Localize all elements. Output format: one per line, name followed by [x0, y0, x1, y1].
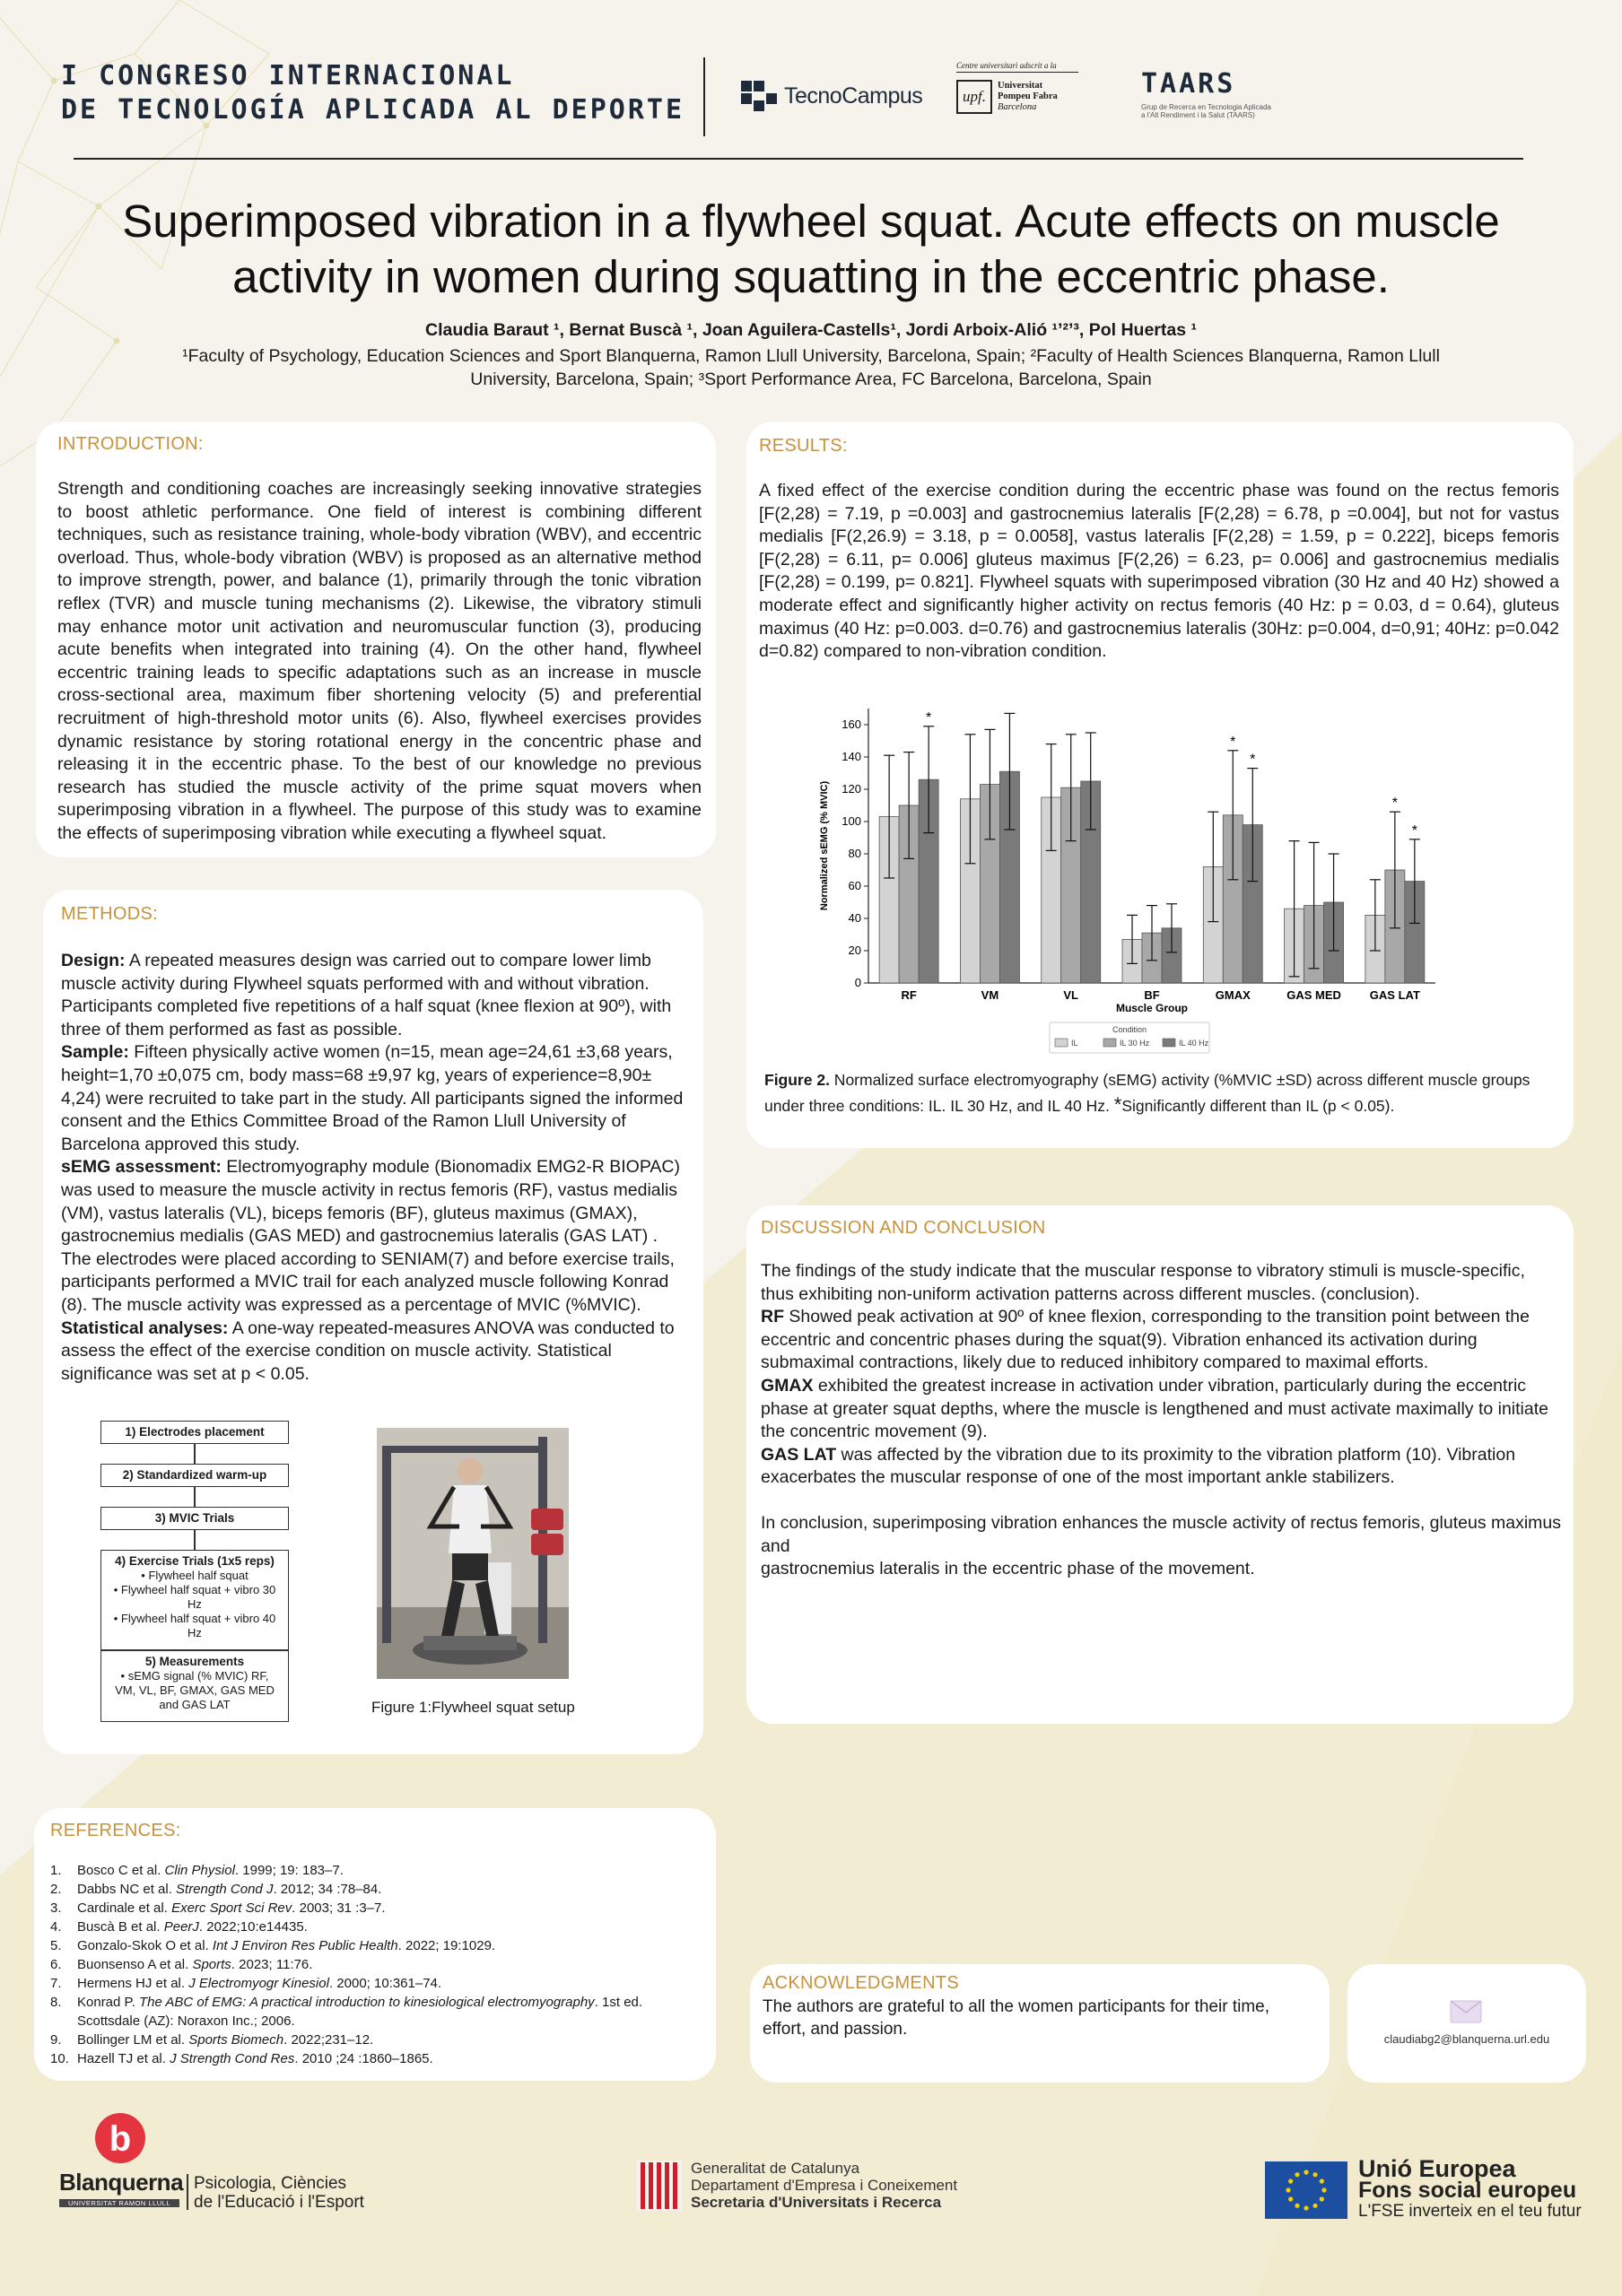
y-tick-label: 120 [842, 782, 861, 796]
reference-text: Dabbs NC et al. Strength Cond J. 2012; 34 :78–84. [77, 1882, 382, 1897]
tecnocampus-logo [741, 81, 922, 111]
y-tick-label: 100 [842, 814, 861, 828]
eu-star-icon [1320, 2179, 1324, 2183]
taars-sub-2: a l'Alt Rendiment i la Salut (TAARS) [1141, 111, 1255, 119]
taars-logo [1141, 68, 1271, 119]
acknowledgments-card [750, 1964, 1330, 2083]
senyera-icon [637, 2161, 682, 2211]
flow-connector [194, 1530, 196, 1550]
poster-title [0, 194, 1622, 305]
generalitat-logo [637, 2160, 957, 2211]
y-tick-label: 40 [848, 911, 861, 925]
legend-label: IL [1071, 1039, 1078, 1048]
eu-star-icon [1288, 2179, 1293, 2183]
reference-number: 6. [50, 1957, 62, 1972]
header-divider [74, 158, 1523, 160]
reference-text: Konrad P. The ABC of EMG: A practical introduction to kinesiological electromyography. 1st ed. Scottsdale (AZ): Noraxon Inc.; 2006. [77, 1995, 643, 2029]
blanquerna-b-icon [93, 2111, 147, 2165]
legend-swatch [1103, 1039, 1116, 1047]
eu-star-icon [1304, 2170, 1308, 2174]
discussion-rf [761, 1306, 1561, 1375]
reference-item [50, 2031, 702, 2049]
introduction-card [36, 422, 716, 857]
methods-title: METHODS: [61, 904, 158, 924]
legend-label: IL 30 Hz [1120, 1039, 1150, 1048]
flow-step-4-title: 4) Exercise Trials (1x5 reps) [115, 1554, 275, 1568]
x-tick-label: BF [1144, 988, 1160, 1002]
x-axis-label: Muscle Group [1115, 1002, 1189, 1014]
figure2-sig: Significantly different than IL (p < 0.05). [1121, 1097, 1395, 1115]
eu-line-3: L'FSE inverteix en el teu futur [1358, 2202, 1582, 2221]
reference-text: Hermens HJ et al. J Electromyogr Kinesiol. 2000; 10:361–74. [77, 1976, 442, 1991]
gaslat-label: GAS LAT [761, 1444, 837, 1465]
y-axis-label: Normalized sEMG (% MVIC) [819, 780, 830, 911]
upf-name-3: Barcelona [998, 102, 1037, 112]
upf-logo [956, 61, 1078, 114]
reference-text: Buscà B et al. PeerJ. 2022;10:e14435. [77, 1919, 308, 1935]
flow-connector [194, 1444, 196, 1464]
taars-sub-1: Grup de Recerca en Tecnologia Aplicada [1141, 103, 1271, 111]
x-tick-label: GAS LAT [1369, 988, 1420, 1002]
legend-label: IL 40 Hz [1179, 1039, 1209, 1048]
reference-item [50, 1861, 702, 1880]
flow-step-4-item-2: Flywheel half squat + vibro 30 Hz [120, 1583, 276, 1611]
reference-text: Gonzalo-Skok O et al. Int J Environ Res Public Health. 2022; 19:1029. [77, 1938, 496, 1953]
results-title: RESULTS: [759, 436, 848, 456]
conclusion-line-2: gastrocnemius lateralis in the eccentric phase of the movement. [761, 1559, 1255, 1579]
acknowledgments-text: The authors are grateful to all the women participants for their time, effort, and passion. [763, 1997, 1269, 2039]
upf-tagline: Centre universitari adscrit a la [956, 61, 1078, 73]
significance-marker: * [926, 709, 932, 726]
reference-item [50, 2049, 702, 2068]
gaslat-text: was affected by the vibration due to its proximity to the vibration platform (10). Vibration exacerbates the muscular response of one of the most important ankle stabilizers. [761, 1444, 1516, 1488]
upf-name-1: Universitat [998, 81, 1043, 91]
eu-star-icon [1312, 2204, 1317, 2208]
discussion-gaslat [761, 1444, 1561, 1490]
legend-swatch [1163, 1039, 1175, 1047]
discussion-card [746, 1205, 1574, 1724]
flow-step-4-item-1: Flywheel half squat [148, 1569, 249, 1582]
y-tick-label: 0 [854, 976, 861, 989]
methods-semg [61, 1156, 687, 1317]
reference-item [50, 1899, 702, 1918]
legend-title: Condition [1112, 1025, 1147, 1034]
eu-star-icon [1295, 2172, 1299, 2177]
reference-text: Cardinale et al. Exerc Sport Sci Rev. 2003; 31 :3–7. [77, 1900, 386, 1916]
conclusion-line-1: In conclusion, superimposing vibration enhances the muscle activity of rectus femoris, gluteus maximus and [761, 1512, 1561, 1556]
eu-star-icon [1286, 2187, 1290, 2192]
eu-logo [1265, 2155, 1582, 2222]
stat-text: A one-way repeated-measures ANOVA was conducted to assess the effect of the exercise condition on muscle activity. Statistical significance was set at p < 0.05. [61, 1318, 675, 1384]
flow-connector [194, 1487, 196, 1507]
upf-mark: upf. [956, 80, 992, 114]
significance-marker: * [1230, 734, 1236, 750]
reference-text: Buonsenso A et al. Sports. 2023; 11:76. [77, 1957, 313, 1972]
gencat-line-3: Secretaria d'Universitats i Recerca [691, 2194, 942, 2211]
references-title: REFERENCES: [50, 1821, 181, 1840]
eu-star-icon [1312, 2172, 1317, 2177]
acknowledgments-title: ACKNOWLEDGMENTS [763, 1973, 959, 1993]
sample-text: Fifteen physically active women (n=15, mean age=24,61 ±3,68 years, height=1,70 ±0,075 cm, body mass=68 ±9,97 kg, years of experience=8,90± 4,24) were recruited to take part in the study. All participants signed the informed consent and the Ethics Committee Broad of the Ramon Llull University of Barcelona approved this study. [61, 1042, 684, 1154]
flow-step-3: 3) MVIC Trials [100, 1507, 289, 1530]
figure2-label: Figure 2. [764, 1071, 830, 1089]
affiliations-line-1: ¹Faculty of Psychology, Education Sciences and Sport Blanquerna, Ramon Llull University, Barcelona, Spain; ²Faculty of Health Sciences Blanquerna, Ramon Llull [182, 346, 1440, 366]
eu-flag-icon [1265, 2161, 1347, 2219]
reference-item [50, 1955, 702, 1974]
eu-line-2: Fons social europeu [1358, 2178, 1577, 2203]
design-label: Design: [61, 951, 126, 970]
flow-step-5-title: 5) Measurements [144, 1655, 245, 1668]
congress-title [61, 59, 685, 127]
eu-line-1: Unió Europea [1358, 2155, 1516, 2182]
reference-item [50, 1880, 702, 1899]
eu-star-icon [1288, 2196, 1293, 2201]
authors: Claudia Baraut ¹, Bernat Buscà ¹, Joan Aguilera-Castells¹, Jordi Arboix-Alió ¹ʼ²ʼ³, Pol Huertas ¹ [425, 320, 1197, 340]
blanquerna-divider [187, 2174, 188, 2210]
gmax-text: exhibited the greatest increase in activation under vibration, particularly during the eccentric phase at greater squat depths, where the muscle is lengthened and must activate maximally to initiate the concentric movement (9). [761, 1375, 1548, 1442]
faculty-line-1: Psicologia, Ciències [194, 2174, 347, 2193]
affiliations [0, 344, 1622, 391]
flow-step-1: 1) Electrodes placement [100, 1421, 289, 1444]
eu-star-icon [1321, 2187, 1326, 2192]
y-tick-label: 80 [848, 847, 861, 860]
mail-icon [1450, 2000, 1482, 2023]
semg-bar-chart [815, 698, 1443, 1057]
rf-text: Showed peak activation at 90º of knee flexion, corresponding to the transition point between the eccentric and concentric phases during the squat(9). Vibration enhanced its activation during submaximal contractions, likely due to reduced inhibitory compared to maximal efforts. [761, 1307, 1530, 1373]
x-tick-label: VM [981, 988, 999, 1002]
affiliations-line-2: University, Barcelona, Spain; ³Sport Performance Area, FC Barcelona, Barcelona, Spain [470, 370, 1152, 389]
y-tick-label: 20 [848, 944, 861, 957]
eu-star-icon [1320, 2196, 1324, 2201]
introduction-text: Strength and conditioning coaches are increasingly seeking innovative strategies to boost athletic performance. One field of interest is combining different techniques, such as resistance training, whole-body vibration (WBV), and eccentric overload. Thus, whole-body vibration (WBV) is proposed as an alternative method to improve strength, power, and balance (1), primarily through the tonic vibration reflex (TVR) and muscle tuning mechanisms (2). Likewise, the vibratory stimuli may enhance motor unit activation and neuromuscular function (3), producing acute benefits when integrated into training (4). On the other hand, flywheel eccentric training leads to specific adaptations such as an increase in muscle cross-sectional area, maximum fiber shortening velocity (5) and preferential recruitment of high-threshold motor units (6). Also, flywheel exercises provides dynamic resistance by storing rotational energy in the concentric phase and releasing it in the eccentric phase. To the best of our knowledge no previous research has studied the muscle activity of the prime squat movers when superimposing vibration in a flywheel. The purpose of this study was to examine the effects of superimposing vibration while executing a flywheel squat. [57, 479, 702, 843]
reference-number: 8. [50, 1995, 62, 2010]
methods-sample [61, 1041, 687, 1156]
flywheel-setup-photo [377, 1428, 569, 1679]
discussion-intro: The findings of the study indicate that the muscular response to vibratory stimuli is muscle-specific, thus exhibiting non-uniform activation patterns across different muscles. (conclusion). [761, 1261, 1525, 1304]
figure2-caption-text: Normalized surface electromyography (sEMG) activity (%MVIC ±SD) across different muscle groups under three conditions: IL. IL 30 Hz, and IL 40 Hz. [764, 1071, 1530, 1115]
methods-design [61, 950, 687, 1041]
blanquerna-sub: UNIVERSITAT RAMON LLULL [59, 2199, 179, 2207]
reference-item [50, 1993, 702, 2031]
title-line-2: activity in women during squatting in the eccentric phase. [232, 251, 1390, 302]
title-line-1: Superimposed vibration in a flywheel squat. Acute effects on muscle [122, 196, 1500, 247]
x-tick-label: RF [901, 988, 917, 1002]
congress-line-2: DE TECNOLOGÍA APLICADA AL DEPORTE [61, 94, 685, 126]
reference-list [50, 1861, 702, 2068]
reference-number: 1. [50, 1863, 62, 1878]
methods-stat [61, 1318, 687, 1387]
y-tick-label: 60 [848, 879, 861, 892]
reference-item [50, 1974, 702, 1993]
y-tick-label: 160 [842, 718, 861, 731]
reference-text: Hazell TJ et al. J Strength Cond Res. 2010 ;24 :1860–1865. [77, 2051, 433, 2066]
upf-name-2: Pompeu Fabra [998, 91, 1058, 101]
gencat-line-2: Departament d'Empresa i Coneixement [691, 2177, 958, 2194]
figure1-caption: Figure 1:Flywheel squat setup [371, 1699, 575, 1716]
flow-step-4: 4) Exercise Trials (1x5 reps) • Flywheel half squat • Flywheel half squat + vibro 30 Hz • Flywheel half squat + vibro 40 Hz [100, 1550, 289, 1650]
reference-item [50, 1936, 702, 1955]
contact-card [1347, 1964, 1586, 2083]
introduction-title: INTRODUCTION: [57, 434, 204, 454]
significance-marker: * [1411, 822, 1417, 839]
congress-line-1: I CONGRESO INTERNACIONAL [61, 60, 515, 91]
flow-step-4-item-3: Flywheel half squat + vibro 40 Hz [120, 1612, 276, 1639]
stat-label: Statistical analyses: [61, 1318, 229, 1338]
taars-name: TAARS [1141, 68, 1236, 100]
semg-label: sEMG assessment: [61, 1157, 222, 1178]
flow-step-5-item-1: sEMG signal (% MVIC) RF, VM, VL, BF, GMAX, GAS MED and GAS LAT [115, 1669, 275, 1711]
eu-star-icon [1295, 2204, 1299, 2208]
reference-text: Bosco C et al. Clin Physiol. 1999; 19: 183–7. [77, 1863, 344, 1878]
sample-label: Sample: [61, 1042, 129, 1063]
x-tick-label: GAS MED [1286, 988, 1341, 1002]
tecnocampus-mark-icon [741, 81, 779, 111]
gmax-label: GMAX [761, 1375, 814, 1396]
discussion-title: DISCUSSION AND CONCLUSION [761, 1218, 1046, 1238]
reference-number: 2. [50, 1882, 62, 1897]
results-text: A fixed effect of the exercise condition during the eccentric phase was found on the rectus femoris [F(2,28) = 7.19, p =0.003] and gastrocnemius lateralis [F(2,28) = 6.78, p =0.004], but not for vastus medialis [F(2,26.9) = 3.18, p = 0.0058], vastus lateralis [F(2,28) = 1.59, p = 0.222], biceps femoris [F(2,28) = 6.11, p= 0.006] gluteus maximus [F(2,26) = 6.23, p= 0.006] and gastrocnemius medialis [F(2,28) = 0.199, p= 0.821]. Flywheel squats with superimposed vibration (30 Hz and 40 Hz) showed a moderate effect and significantly higher activity on rectus femoris (40 Hz: p = 0.03, d = 0.64), gluteus maximus (40 Hz: p=0.003. d=0.76) and gastrocnemius lateralis (30Hz: p=0.004, d=0,91; 40Hz: p=0.042 d=0.82) compared to non-vibration condition. [759, 481, 1559, 662]
reference-number: 5. [50, 1938, 62, 1953]
discussion-gmax [761, 1375, 1561, 1444]
methods-text [61, 950, 687, 1386]
faculty-name [194, 2174, 364, 2212]
significance-marker: * [1250, 752, 1256, 768]
svg-text:b: b [109, 2119, 132, 2159]
eu-star-icon [1304, 2205, 1308, 2210]
header-divider-vertical [703, 57, 705, 136]
blanquerna-name: Blanquerna [59, 2169, 184, 2196]
x-tick-label: GMAX [1215, 988, 1251, 1002]
reference-number: 4. [50, 1919, 62, 1935]
reference-number: 3. [50, 1900, 62, 1916]
contact-email-link[interactable]: claudiabg2@blanquerna.url.edu [1383, 2032, 1550, 2046]
references-card [34, 1808, 716, 2081]
reference-number: 10. [50, 2051, 69, 2066]
x-tick-label: VL [1063, 988, 1079, 1002]
reference-text: Bollinger LM et al. Sports Biomech. 2022;231–12. [77, 2032, 374, 2048]
legend-swatch [1055, 1039, 1068, 1047]
tecnocampus-name: TecnoCampus [784, 83, 923, 109]
significance-marker: * [1391, 796, 1398, 812]
gencat-line-1: Generalitat de Catalunya [691, 2160, 860, 2177]
design-text: A repeated measures design was carried out to compare lower limb muscle activity during Flywheel squats performed with and without vibration. Participants completed five repetitions of a half squat (knee flexion at 90º), with three of them performed as fast as possible. [61, 951, 672, 1039]
reference-number: 7. [50, 1976, 62, 1991]
faculty-line-2: de l'Educació i l'Esport [194, 2193, 364, 2212]
figure2-star: * [1113, 1093, 1122, 1116]
y-tick-label: 140 [842, 750, 861, 763]
rf-label: RF [761, 1307, 784, 1327]
flow-step-2: 2) Standardized warm-up [100, 1464, 289, 1487]
reference-number: 9. [50, 2032, 62, 2048]
discussion-text [761, 1260, 1561, 1581]
flow-step-5: 5) Measurements • sEMG signal (% MVIC) RF, VM, VL, BF, GMAX, GAS MED and GAS LAT [100, 1650, 289, 1722]
reference-item [50, 1918, 702, 1936]
figure2-caption [764, 1067, 1554, 1118]
semg-text: Electromyography module (Bionomadix EMG2-R BIOPAC) was used to measure the muscle activity in rectus femoris (RF), vastus medialis (VM), vastus lateralis (VL), biceps femoris (BF), gluteus maximus (GMAX), gastrocnemius medialis (GAS MED) and gastrocnemius lateralis (GAS LAT) . The electrodes were placed according to SENIAM(7) and before exercise trails, participants performed a MVIC trail for each analyzed muscle following Konrad (8). The muscle activity was expressed as a percentage of MVIC (%MVIC). [61, 1157, 680, 1315]
